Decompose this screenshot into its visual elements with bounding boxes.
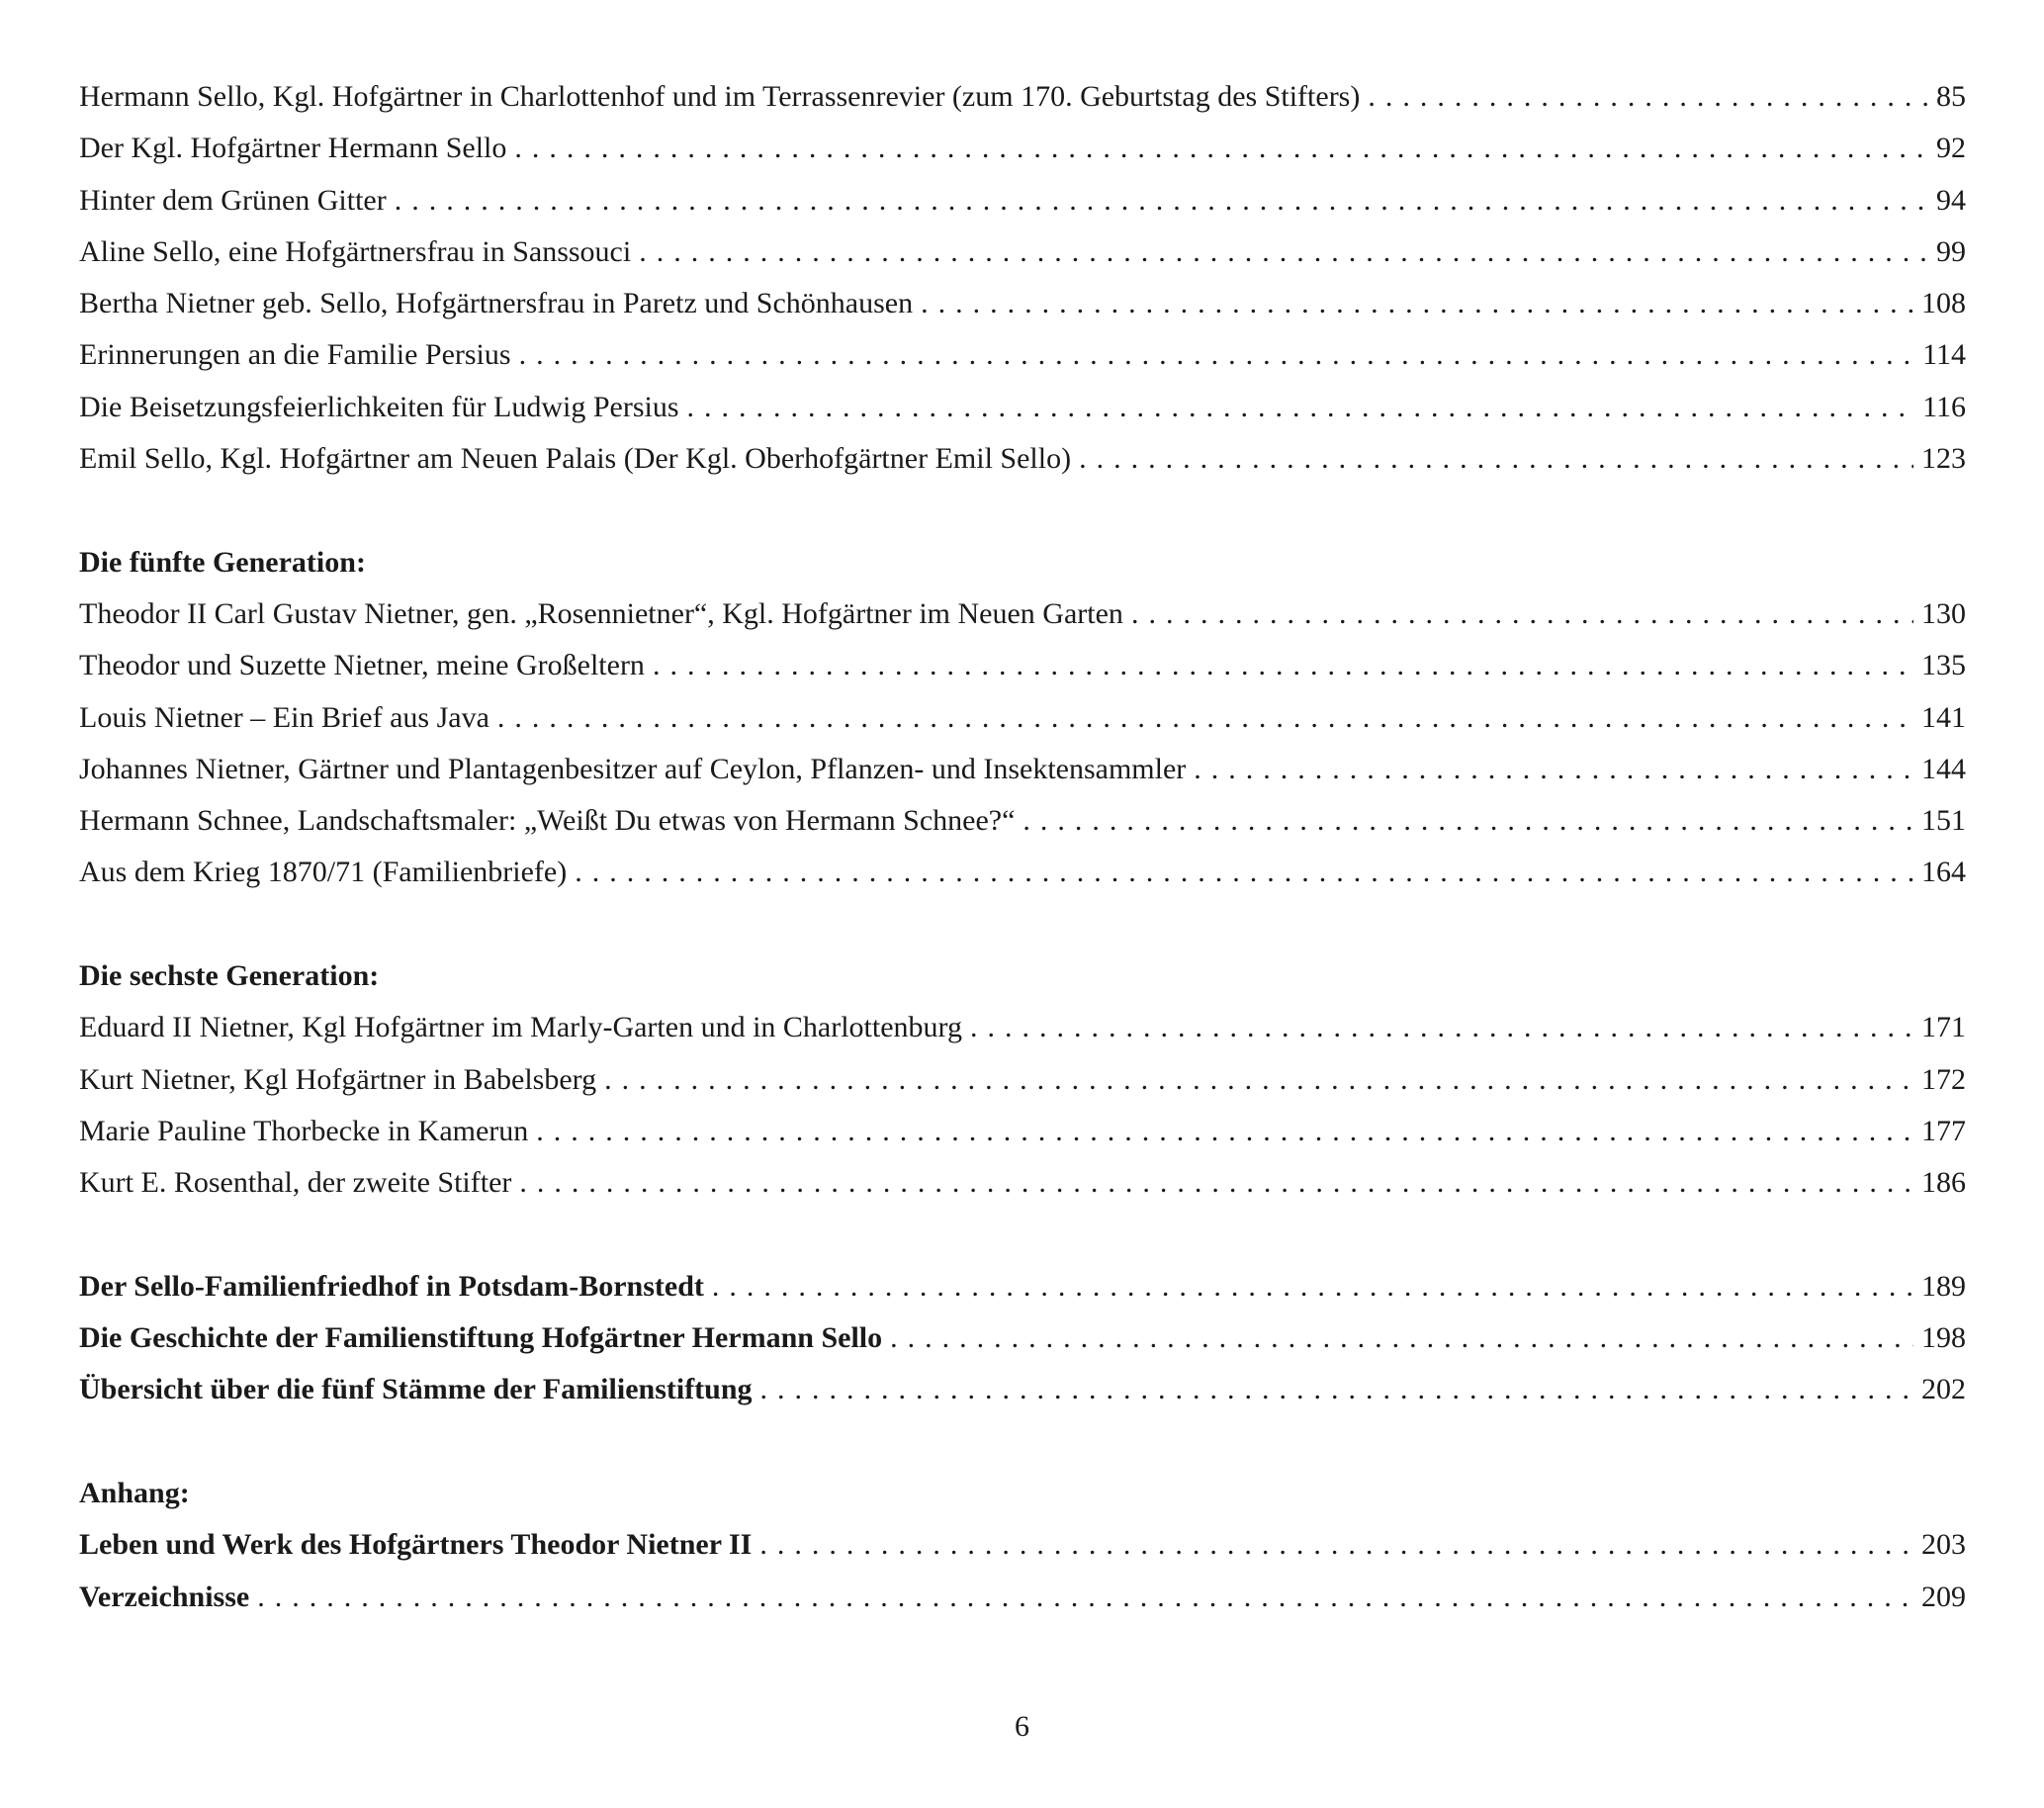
dot-leader bbox=[639, 226, 1928, 278]
dot-leader bbox=[536, 1106, 1913, 1157]
toc-entry-page: 116 bbox=[1922, 390, 1966, 423]
toc-entry-title: Aus dem Krieg 1870/71 (Familienbriefe) bbox=[79, 856, 568, 889]
toc-entry-page: 171 bbox=[1921, 1011, 1966, 1044]
dot-leader bbox=[497, 692, 1913, 744]
toc-entry-page: 85 bbox=[1936, 80, 1966, 113]
toc-entry-page: 202 bbox=[1921, 1373, 1966, 1406]
toc-entry-page: 189 bbox=[1921, 1269, 1966, 1303]
toc-entry-title: Kurt Nietner, Kgl Hofgärtner in Babelsberg bbox=[79, 1062, 597, 1096]
toc-entry-title: Verzeichnisse bbox=[79, 1580, 250, 1613]
toc-entry-title: Marie Pauline Thorbecke in Kamerun bbox=[79, 1114, 529, 1147]
dot-leader bbox=[890, 1312, 1913, 1364]
dot-leader bbox=[514, 123, 1928, 174]
toc-entry-page: 198 bbox=[1921, 1321, 1966, 1355]
toc-entry bbox=[79, 1106, 1966, 1157]
toc-entry bbox=[79, 847, 1966, 898]
toc-entry-page: 164 bbox=[1921, 856, 1966, 889]
toc-entry bbox=[79, 1519, 1966, 1571]
toc-entry-title: Die Beisetzungsfeierlichkeiten für Ludwig Persius bbox=[79, 390, 679, 423]
toc-entry-title: Louis Nietner – Ein Brief aus Java bbox=[79, 700, 489, 734]
toc-entry-title: Hinter dem Grünen Gitter bbox=[79, 183, 387, 217]
toc-entry bbox=[79, 71, 1966, 123]
toc-entry bbox=[79, 226, 1966, 278]
toc-entry-title: Johannes Nietner, Gärtner und Plantagenbesitzer auf Ceylon, Pflanzen- und Insektensammler bbox=[79, 752, 1187, 785]
toc-entry-title: Kurt E. Rosenthal, der zweite Stifter bbox=[79, 1166, 512, 1200]
toc-entry bbox=[79, 1261, 1966, 1312]
dot-leader bbox=[970, 1002, 1913, 1053]
section-heading: Die fünfte Generation: bbox=[79, 545, 366, 579]
table-of-contents bbox=[79, 71, 1966, 1623]
toc-entry bbox=[79, 123, 1966, 174]
dot-leader bbox=[519, 1157, 1913, 1209]
toc-entry-page: 172 bbox=[1921, 1062, 1966, 1096]
toc-entry-page: 144 bbox=[1921, 752, 1966, 785]
toc-entry-title: Die Geschichte der Familienstiftung Hofgärtner Hermann Sello bbox=[79, 1321, 883, 1355]
toc-entry-title: Theodor und Suzette Nietner, meine Großeltern bbox=[79, 649, 645, 682]
dot-leader bbox=[1022, 795, 1913, 847]
dot-leader bbox=[1131, 588, 1913, 640]
toc-entry-title: Bertha Nietner geb. Sello, Hofgärtnersfrau in Paretz und Schönhausen bbox=[79, 287, 914, 320]
dot-leader bbox=[760, 1364, 1913, 1415]
dot-leader bbox=[921, 278, 1913, 329]
toc-entry-page: 99 bbox=[1936, 234, 1966, 268]
section-heading: Die sechste Generation: bbox=[79, 959, 380, 993]
toc-entry-page: 130 bbox=[1921, 596, 1966, 630]
dot-leader bbox=[257, 1572, 1913, 1623]
toc-entry-title: Hermann Schnee, Landschaftsmaler: „Weißt Du etwas von Hermann Schnee?“ bbox=[79, 804, 1016, 838]
toc-entry-title: Leben und Werk des Hofgärtners Theodor Nietner II bbox=[79, 1528, 753, 1562]
toc-entry bbox=[79, 1364, 1966, 1415]
toc-entry-page: 203 bbox=[1921, 1528, 1966, 1562]
toc-entry bbox=[79, 1572, 1966, 1623]
toc-entry-page: 186 bbox=[1921, 1166, 1966, 1200]
toc-entry bbox=[79, 329, 1966, 381]
section-gap bbox=[79, 1416, 1966, 1468]
toc-entry bbox=[79, 1054, 1966, 1106]
toc-entry bbox=[79, 795, 1966, 847]
toc-entry-title: Übersicht über die fünf Stämme der Familienstiftung bbox=[79, 1373, 753, 1406]
dot-leader bbox=[687, 382, 1915, 433]
toc-entry-title: Eduard II Nietner, Kgl Hofgärtner im Marly-Garten und in Charlottenburg bbox=[79, 1011, 962, 1044]
dot-leader bbox=[1079, 433, 1913, 485]
dot-leader bbox=[575, 847, 1913, 898]
toc-entry-title: Hermann Sello, Kgl. Hofgärtner in Charlottenhof und im Terrassenrevier (zum 170. Geburtstag des Stifters) bbox=[79, 80, 1361, 113]
toc-entry-page: 92 bbox=[1936, 132, 1966, 165]
toc-entry bbox=[79, 175, 1966, 226]
toc-entry bbox=[79, 692, 1966, 744]
toc-entry-page: 114 bbox=[1922, 338, 1966, 372]
toc-entry-page: 108 bbox=[1921, 287, 1966, 320]
toc-entry-page: 141 bbox=[1921, 700, 1966, 734]
toc-entry bbox=[79, 1312, 1966, 1364]
toc-entry-page: 209 bbox=[1921, 1580, 1966, 1613]
toc-entry-title: Theodor II Carl Gustav Nietner, gen. „Rosennietner“, Kgl. Hofgärtner im Neuen Garten bbox=[79, 596, 1123, 630]
toc-entry bbox=[79, 433, 1966, 485]
toc-entry bbox=[79, 588, 1966, 640]
section-gap bbox=[79, 899, 1966, 950]
toc-entry bbox=[79, 744, 1966, 795]
toc-entry bbox=[79, 1002, 1966, 1053]
dot-leader bbox=[759, 1519, 1913, 1571]
toc-entry bbox=[79, 640, 1966, 691]
section-gap bbox=[79, 1210, 1966, 1261]
section-heading: Anhang: bbox=[79, 1477, 190, 1510]
toc-entry bbox=[79, 1157, 1966, 1209]
toc-entry-title: Der Kgl. Hofgärtner Hermann Sello bbox=[79, 132, 507, 165]
toc-entry-page: 177 bbox=[1921, 1114, 1966, 1147]
dot-leader bbox=[653, 640, 1913, 691]
dot-leader bbox=[712, 1261, 1913, 1312]
dot-leader bbox=[604, 1054, 1913, 1106]
toc-entry-page: 123 bbox=[1921, 442, 1966, 476]
toc-entry-page: 135 bbox=[1921, 649, 1966, 682]
toc-entry-title: Emil Sello, Kgl. Hofgärtner am Neuen Palais (Der Kgl. Oberhofgärtner Emil Sello) bbox=[79, 442, 1072, 476]
toc-entry-title: Der Sello-Familienfriedhof in Potsdam-Bornstedt bbox=[79, 1269, 704, 1303]
dot-leader bbox=[395, 175, 1928, 226]
section-gap bbox=[79, 485, 1966, 536]
toc-entry bbox=[79, 278, 1966, 329]
page-number: 6 bbox=[1015, 1710, 1029, 1743]
toc-entry-title: Aline Sello, eine Hofgärtnersfrau in Sanssouci bbox=[79, 234, 632, 268]
toc-entry bbox=[79, 382, 1966, 433]
dot-leader bbox=[1194, 744, 1913, 795]
toc-entry-page: 94 bbox=[1936, 183, 1966, 217]
toc-entry-page: 151 bbox=[1921, 804, 1966, 838]
dot-leader bbox=[1368, 71, 1928, 123]
toc-entry-title: Erinnerungen an die Familie Persius bbox=[79, 338, 511, 372]
dot-leader bbox=[519, 329, 1915, 381]
